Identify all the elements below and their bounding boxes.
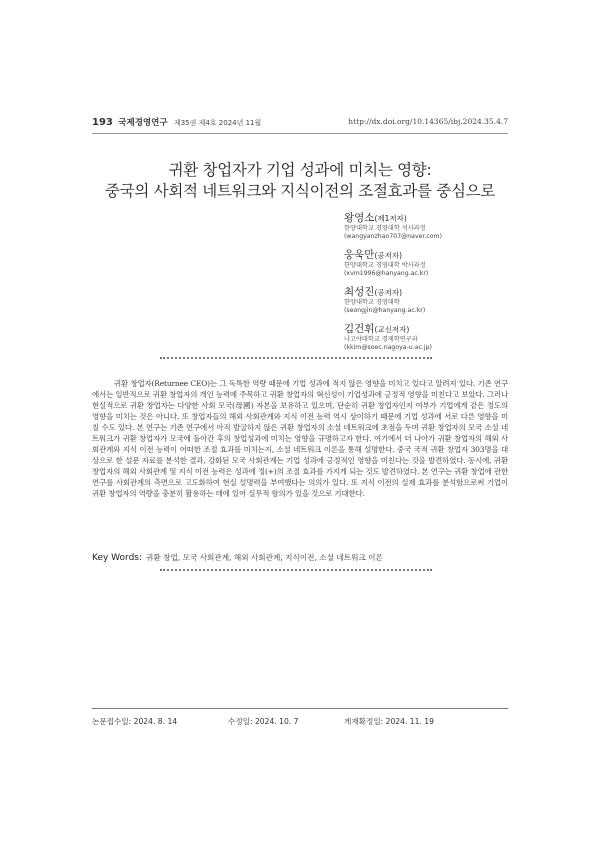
author-email: (xvm1996@hanyang.ac.kr) [344, 270, 429, 277]
keywords-label: Key Words: [92, 553, 143, 563]
title-line-2: 중국의 사회적 네트워크와 지식이전의 조절효과를 중심으로 [105, 182, 495, 200]
author-role: (공저자) [374, 288, 403, 297]
author-affiliation: 한양대학교 경영대학 [344, 299, 400, 306]
page-number: 193 [92, 117, 113, 128]
author-role: (제1저자) [374, 214, 407, 223]
author-email: (kkim@soec.nagoya-u.ac.jp) [344, 344, 432, 351]
issue-info: 제35권 제4호 2024년 11월 [173, 119, 262, 127]
revised-date: 수정일: 2024. 10. 7 [228, 717, 299, 726]
journal-name: 국제경영연구 [118, 118, 168, 128]
author-list [344, 212, 464, 360]
doi-link[interactable]: http://dx.doi.org/10.14365/ibj.2024.35.4.7 [348, 117, 508, 126]
keywords [92, 552, 508, 563]
running-header [92, 116, 508, 130]
author-affiliation: 한양대학교 경영대학 석사과정 [344, 225, 426, 232]
author-role: (교신저자) [374, 325, 410, 334]
abstract-top-divider [160, 357, 432, 359]
received-date: 논문접수일: 2024. 8. 14 [92, 717, 178, 726]
title-line-1: 귀환 창업자가 기업 성과에 미치는 영향: [168, 161, 432, 179]
author-block [344, 212, 464, 241]
accepted-date: 게재확정일: 2024. 11. 19 [344, 717, 434, 726]
author-role: (공저자) [374, 251, 403, 260]
keywords-text: 귀환 창업, 모국 사회관계, 해외 사회관계, 지식이전, 소셜 네트워크 이론 [146, 553, 383, 562]
header-rule [92, 133, 508, 134]
author-email: (seongjin@hanyang.ac.kr) [344, 307, 426, 314]
author-name: 최성진 [344, 286, 375, 298]
paper-title [60, 160, 540, 202]
author-affiliation: 나고야대학교 경제학연구과 [344, 336, 418, 343]
author-name: 김건휘 [344, 323, 375, 335]
footer-rule [92, 708, 508, 709]
author-affiliation: 한양대학교 경영대학 박사과정 [344, 262, 426, 269]
author-name: 왕영소 [344, 212, 375, 224]
author-email: (wangyanzhao707@naver.com) [344, 233, 442, 240]
abstract-text: 귀환 창업자(Returnee CEO)는 그 독특한 역량 때문에 기업 성과에 적지 않은 영향을 미치고 있다고 알려져 있다. 기존 연구에서는 일반적으로 귀환 창업자의 개인 능력에 주목하고 귀환 창업자의 혁신성이 기업성과에 긍정적 영향을 미친다고 보았다. 그러나 현실적으로 귀환 창업자는 다양한 사회 모국(母國) 자본을 보유하고 있으며, 단순히 귀환 창업자인지 여부가 기업에게 같은 정도의 영향을 미치는 것은 아니다. 또 창업자들의 해외 사회관계와 지식 이전 능력 역시 상이하기 때문에 기업 성과에 서로 다른 영향을 미칠 수도 있다. 본 연구는 기존 연구에서 아직 발굴하지 않은 귀환 창업자의 소셜 네트워크에 초점을 두며 귀환 창업자의 모국 소셜 네트워크가 귀환 창업자가 모국에 돌아간 후의 창업성과에 미치는 영향을 규명하고자 한다. 여기에서 더 나아가 귀환 창업자의 해외 사회관계와 지식 이전 능력이 어떠한 조절 효과를 미치는지, 소셜 네트워크 이론을 통해 설명한다. 중국 국적 귀환 창업자 303명을 대상으로 한 설문 자료를 분석한 결과, 강화된 모국 사회관계는 기업 성과에 긍정적인 영향을 미친다는 것을 발견하였다. 동시에, 귀환 창업자의 해외 사회관계 및 지식 이전 능력은 성과에 정(+)의 조절 효과를 가지게 되는 것도 발견하였다. 본 연구는 귀환 창업에 관한 연구를 사회관계의 측면으로 고도화하여 현실 설명력을 부여했다는 의의가 있다. 또 지식 이전의 실제 효과를 분석함으로써 기업이 귀환 창업자의 역량을 충분히 활용하는 데에 있어 실무적 함의가 있을 것으로 기대한다. [92, 379, 508, 498]
author-block [344, 286, 464, 315]
author-name: 웅욱만 [344, 249, 375, 261]
author-block [344, 249, 464, 278]
abstract-bottom-divider [160, 569, 432, 571]
author-block [344, 323, 464, 352]
